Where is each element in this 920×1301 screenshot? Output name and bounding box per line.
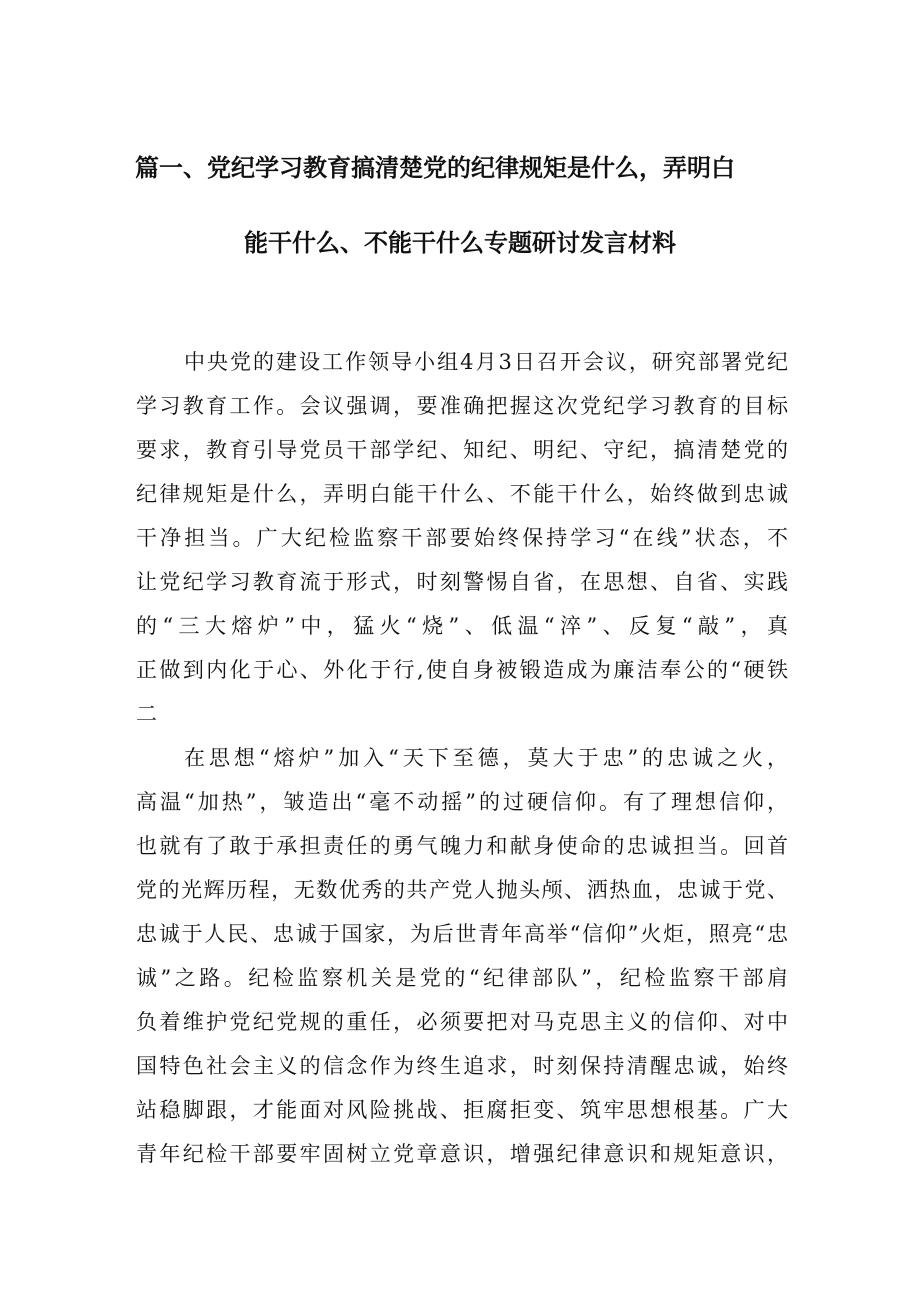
paragraph-1-line-8: 正做到内化于心、外化于行,使自身被锻造成为廉洁奉公的“硬铁 bbox=[136, 658, 788, 682]
paragraph-1-line-1: 中央党的建设工作领导小组4月3日召开会议，研究部署党纪 bbox=[184, 350, 788, 374]
paragraph-2-line-4: 党的光辉历程，无数优秀的共产党人抛头颅、洒热血，忠诚于党、 bbox=[136, 878, 788, 902]
paragraph-2-line-3: 也就有了敢于承担责任的勇气魄力和献身使命的忠诚担当。回首 bbox=[136, 834, 788, 858]
paragraph-1-line-4: 纪律规矩是什么，弄明白能干什么、不能干什么，始终做到忠诚 bbox=[136, 482, 788, 506]
paragraph-2-line-2: 高温“加热”，皱造出“毫不动摇”的过硬信仰。有了理想信仰， bbox=[136, 790, 788, 814]
paragraph-2-line-10: 青年纪检干部要牢固树立党章意识，增强纪律意识和规矩意识， bbox=[136, 1142, 788, 1166]
paragraph-2-line-1: 在思想“熔炉”加入“天下至德，莫大于忠”的忠诚之火， bbox=[184, 746, 788, 770]
paragraph-2-line-9: 站稳脚跟，才能面对风险挑战、拒腐拒变、筑牢思想根基。广大 bbox=[136, 1098, 788, 1122]
paragraph-2-line-5: 忠诚于人民、忠诚于国家，为后世青年高举“信仰”火炬，照亮“忠 bbox=[136, 922, 788, 946]
paragraph-1-line-5: 干净担当。广大纪检监察干部要始终保持学习“在线”状态，不 bbox=[136, 526, 788, 550]
document-title-line-1: 篇一、党纪学习教育搞清楚党的纪律规矩是什么，弄明白 bbox=[135, 154, 735, 182]
document-title-line-2: 能干什么、不能干什么专题研讨发言材料 bbox=[244, 229, 676, 257]
paragraph-1-line-2: 学习教育工作。会议强调，要准确把握这次党纪学习教育的目标 bbox=[136, 394, 788, 418]
paragraph-1-line-3: 要求，教育引导党员干部学纪、知纪、明纪、守纪，搞清楚党的 bbox=[136, 438, 788, 462]
paragraph-1-line-7: 的“三大熔炉”中，猛火“烧”、低温“淬”、反复“敲”，真 bbox=[136, 614, 788, 638]
paragraph-1-line-6: 让党纪学习教育流于形式，时刻警惕自省，在思想、自省、实践 bbox=[136, 570, 788, 594]
paragraph-1-line-9: 二 bbox=[136, 702, 157, 726]
paragraph-2-line-6: 诚”之路。纪检监察机关是党的“纪律部队”，纪检监察干部肩 bbox=[136, 966, 788, 990]
paragraph-2-line-7: 负着维护党纪党规的重任，必须要把对马克思主义的信仰、对中 bbox=[136, 1010, 788, 1034]
paragraph-2-line-8: 国特色社会主义的信念作为终生追求，时刻保持清醒忠诚，始终 bbox=[136, 1054, 788, 1078]
